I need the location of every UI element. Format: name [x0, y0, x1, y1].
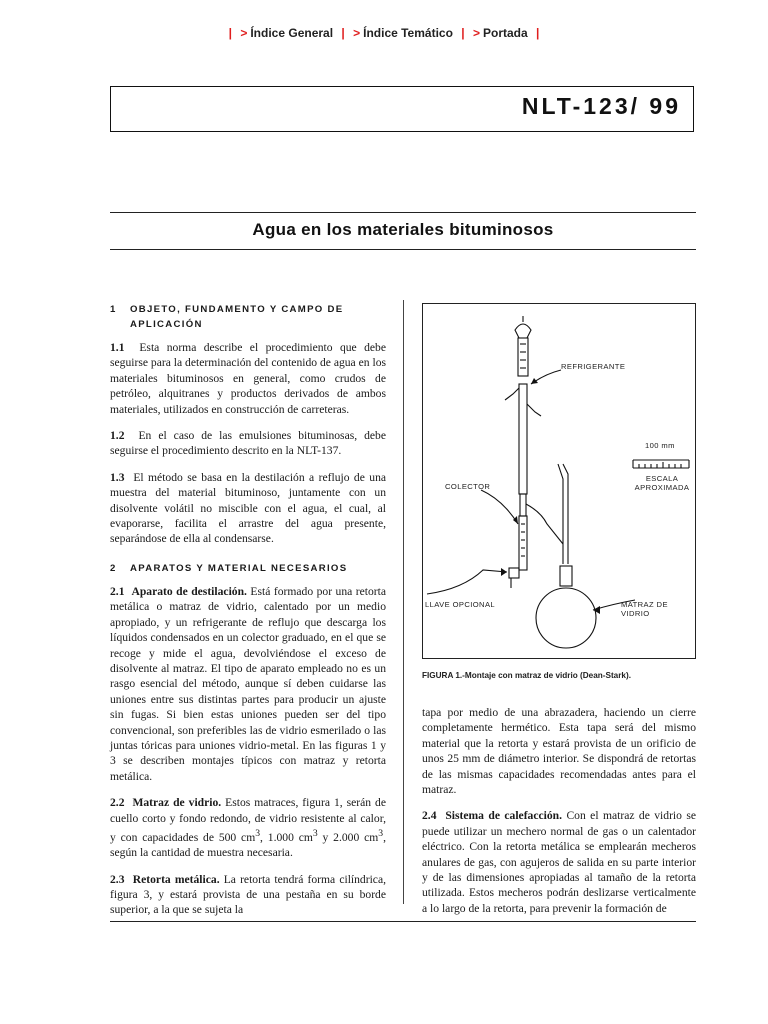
- paragraph-1-2: 1.2 En el caso de las emulsiones bituminosas, debe seguirse el procedimiento descrito en la NLT-137.: [110, 429, 386, 458]
- nav-link-label: Índice General: [250, 26, 334, 40]
- section-2-heading: 2 APARATOS Y MATERIAL NECESARIOS: [110, 562, 348, 574]
- label-escala: ESCALA APROXIMADA: [634, 474, 690, 492]
- standard-code: NLT-123/ 99: [521, 93, 681, 119]
- nav-separator: |: [461, 26, 465, 40]
- nav-arrow-icon: >: [472, 26, 480, 40]
- nav-separator: |: [536, 26, 540, 40]
- label-colector: COLECTOR: [445, 482, 491, 491]
- document-title: Agua en los materiales bituminosos: [252, 220, 554, 239]
- paragraph-2-4: 2.4 Sistema de calefacción. Con el matraz de vidrio se puede utilizar un mechero normal de gas o un calentador eléctrico. Con la retorta metálica se emplearán mecheros anulares de gas, con agujeros de salida en su parte interior y de las dimensiones apropiadas al tamaño de la retorta utilizada. Estos mecheros podrán deslizarse verticalmente a lo largo de la retorta, para prevenir la formación de: [422, 809, 697, 915]
- paragraph-2-3: 2.3 Retorta metálica. La retorta tendrá forma cilíndrica, figura 3, y estará provista de una pestaña en su borde superior, a la que se sujeta la: [110, 872, 387, 917]
- top-navigation: [0, 26, 768, 40]
- nav-link-indice-tematico[interactable]: [353, 26, 453, 40]
- nav-link-label: Portada: [482, 26, 528, 40]
- label-llave-opcional: LLAVE OPCIONAL: [425, 600, 496, 609]
- nav-arrow-icon: >: [353, 26, 361, 40]
- right-column: [422, 705, 696, 927]
- title-rule-top: [110, 212, 696, 213]
- paragraph-1-3: 1.3 El método se basa en la destilación a reflujo de una muestra del material bituminoso, juntamente con un disolvente volátil no miscible con el agua, el cual, al evaporarse, facilita el arrastre del agua presente, separándose de ella al condensarse.: [110, 470, 387, 546]
- paragraph-2-3-continued: tapa por medio de una abrazadera, haciendo un cierre completamente hermético. Esta tapa será del mismo material que la retorta y estará provista de un orificio de unos 25 mm de diámetro interior. Se dispondrá de retortas de las mismas capacidades recomendadas antes para el matraz.: [422, 706, 696, 797]
- label-scale-mm: 100 mm: [645, 441, 675, 450]
- paragraph-2-2: 2.2 Matraz de vidrio. Estos matraces, figura 1, serán de cuello corto y fondo redondo, de vidrio resistente al calor, y con capacidades de 500 $cm^3$, 1.000 $cm^3$ y 2.000 $cm^3$, según la cantidad de muestra necesaria.: [110, 796, 386, 860]
- title-rule-bottom: [110, 249, 696, 250]
- figure-1-caption: FIGURA 1.-Montaje con matraz de vidrio (Dean-Stark).: [422, 671, 631, 680]
- nav-link-label: Índice Temático: [363, 26, 453, 40]
- nav-link-portada[interactable]: [473, 26, 528, 40]
- page-bottom-rule: [110, 921, 696, 922]
- left-column: [110, 302, 386, 929]
- section-1-heading: 1 OBJETO, FUNDAMENTO Y CAMPO DE APLICACIÓN: [110, 304, 344, 330]
- paragraph-2-1: 2.1 Aparato de destilación. Está formado por una retorta metálica o matraz de vidrio, calentado por un medio apropiado, y un refrigerante de reflujo que descarga los líquidos condensados en un colector graduado, en el que se recoge y mide el agua, devolviéndose el exceso de disolvente al matraz. El tipo de aparato empleado no es un rasgo esencial del método, aunque sí deben cuidarse las uniones entre sus distintas partes para producir un ajuste sin fugas. Si bien estas uniones pueden ser del tipo convencional, son preferibles las de vidrio esmerilado o las juntas tóricas para uniones vidrio-metal. En las figuras 1 y 3 se describen montajes típicos con matraz y retorta metálica.: [110, 584, 387, 783]
- nav-arrow-icon: >: [240, 26, 248, 40]
- paragraph-1-1: 1.1 Esta norma describe el procedimiento que debe seguirse para la determinación del contenido de agua en los materiales bituminosos en general, como crudos de petróleo, alquitranes y productos derivados de ambos materiales, utilizados en construcción de carreteras.: [110, 341, 387, 416]
- figure-1-frame: [422, 303, 696, 659]
- nav-link-indice-general[interactable]: [240, 26, 333, 40]
- standard-code-box: [110, 86, 694, 132]
- label-refrigerante: REFRIGERANTE: [561, 362, 626, 371]
- label-matraz-de-vidrio: MATRAZ DE VIDRIO: [621, 600, 668, 618]
- nav-separator: |: [228, 26, 232, 40]
- column-divider: [403, 300, 404, 904]
- nav-separator: |: [341, 26, 345, 40]
